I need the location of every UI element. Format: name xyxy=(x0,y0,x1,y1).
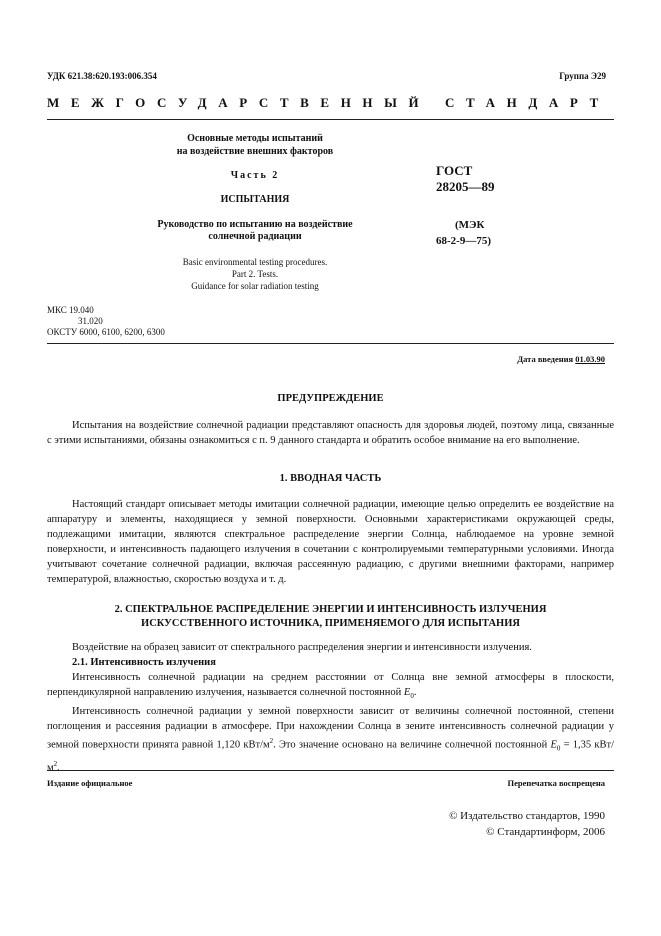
section-1-title: 1. ВВОДНАЯ ЧАСТЬ xyxy=(279,473,382,484)
section-1-text: Настоящий стандарт описывает методы имитации солнечной радиации, имеющие целью определить ее воздействие на аппаратуру и элементы, находящиеся у земной поверхности. Основными характеристиками окружающей среды, подлежащими имитации, являются спектральное распределение энергии Солнца, наблюдаемое на уровне земной поверхности, и интенсивность падающего излучения в сочетании с контролируемыми температурными условиями. Иногда учитывают сочетание солнечной радиации, включая рассеянную радиацию, с другими внешними факторами, например температурой, влажностью, скоростью воздуха и т. д. xyxy=(47,499,614,585)
title-line-2: на воздействие внешних факторов xyxy=(176,146,334,157)
section-2-title-line-2: ИСКУССТВЕННОГО ИСТОЧНИКА, ПРИМЕНЯЕМОГО ДЛЯ ИСПЫТАНИЯ xyxy=(141,618,520,629)
udk-code: УДК 621.38:620.193:006.354 xyxy=(47,71,157,81)
warning-title: ПРЕДУПРЕЖДЕНИЕ xyxy=(277,393,384,404)
reprint-prohibited-label: Перепечатка воспрещена xyxy=(507,778,605,788)
classification-codes xyxy=(47,305,165,338)
warning-text: Испытания на воздействие солнечной радиации представляют опасность для здоровья людей, поэтому лица, связанные с этими испытаниями, обязаны ознакомиться с п. 9 данного стандарта и обратить особое внимание на его выполнение. xyxy=(47,420,614,446)
copyright-line-2: © Стандартинформ, 2006 xyxy=(486,826,605,838)
symbol-e0-sub: 0 xyxy=(410,692,414,701)
header-rule xyxy=(47,119,614,120)
title-line-1: Основные методы испытаний xyxy=(187,133,323,144)
symbol-e0: E xyxy=(403,687,411,698)
introduction-date xyxy=(517,354,605,364)
symbol-e0-2-sub: 0 xyxy=(556,744,561,753)
standard-type-heading: МЕЖГОСУДАРСТВЕННЫЙ СТАНДАРТ xyxy=(47,95,610,110)
gost-number: 28205—89 xyxy=(436,179,495,194)
iec-line-2: 68-2-9—75) xyxy=(436,235,491,247)
subsection-2-1-para-1 xyxy=(47,670,614,704)
gost-label: ГОСТ xyxy=(436,163,473,178)
section-2-body xyxy=(47,640,614,775)
subsection-2-1-title: 2.1. Интенсивность излучения xyxy=(72,657,216,668)
unit-sup-1: 2 xyxy=(269,737,274,746)
para-2-mid: . Это значение основано на величине солнечной постоянной xyxy=(273,739,548,751)
official-edition-label: Издание официальное xyxy=(47,778,133,788)
okstu-code: ОКСТУ 6000, 6100, 6200, 6300 xyxy=(47,327,165,337)
subsection-2-1-para-2 xyxy=(47,704,614,775)
part-label: Часть 2 xyxy=(230,170,280,181)
codes-rule xyxy=(47,343,614,344)
mks-code-2: 31.020 xyxy=(78,316,103,326)
group-code: Группа Э29 xyxy=(559,71,606,81)
para-1-text: Интенсивность солнечной радиации на среднем расстоянии от Солнца вне земной атмосферы в плоскости, перпендикулярной направлению излучения, называется солнечной постоянной xyxy=(47,672,614,698)
guide-line-2: солнечной радиации xyxy=(208,231,302,242)
english-line-2: Part 2. Tests. xyxy=(231,269,279,279)
date-label: Дата введения xyxy=(517,354,574,364)
para-1-end: . xyxy=(413,687,417,698)
mks-code-1: МКС 19.040 xyxy=(47,305,94,315)
date-value: 01.03.90 xyxy=(575,354,605,364)
symbol-e0-2: E xyxy=(550,739,557,751)
iec-block xyxy=(436,217,491,249)
footer-rule xyxy=(47,770,614,771)
unit-sup-2: 2 xyxy=(53,759,58,768)
section-2-title-line-1: 2. СПЕКТРАЛЬНОЕ РАСПРЕДЕЛЕНИЕ ЭНЕРГИИ И ИНТЕНСИВНОСТЬ ИЗЛУЧЕНИЯ xyxy=(114,604,547,615)
guide-line-1: Руководство по испытанию на воздействие xyxy=(157,219,353,230)
iec-line-1: (МЭК xyxy=(455,219,485,231)
para-2-end: . xyxy=(57,762,60,774)
para-2-text: Интенсивность солнечной радиации у земной поверхности зависит от величины солнечной постоянной, степени поглощения и рассеяния радиации в атмосфере. При нахождении Солнца в зените интенсивность солнечной радиации у земной поверхности принята равной 1,120 кВт/м xyxy=(47,706,614,751)
english-line-3: Guidance for solar radiation testing xyxy=(191,281,319,291)
gost-block xyxy=(436,163,495,195)
tests-label: ИСПЫТАНИЯ xyxy=(220,194,290,205)
english-line-1: Basic environmental testing procedures. xyxy=(182,257,328,267)
section-2-intro: Воздействие на образец зависит от спектрального распределения энергии и интенсивности излучения. xyxy=(72,642,532,653)
para-2-value: = 1,35 кВт/м xyxy=(47,739,614,774)
copyright-line-1: © Издательство стандартов, 1990 xyxy=(449,810,605,822)
